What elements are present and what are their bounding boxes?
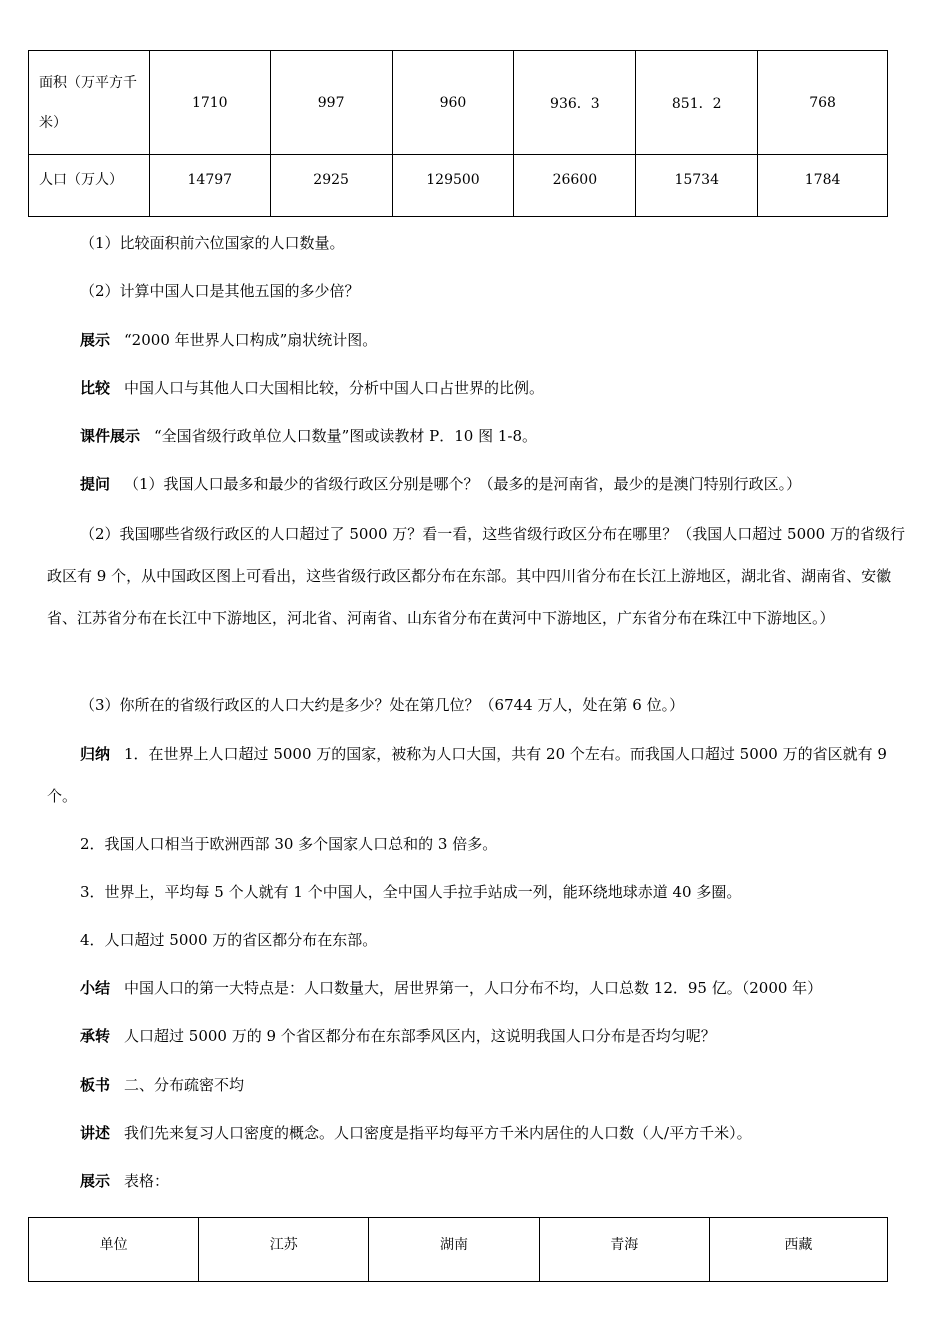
- table-header-cell: 湖南: [369, 1218, 539, 1282]
- summary-point-3: 3．世界上，平均每 5 个人就有 1 个中国人，全中国人手拉手站成一列，能环绕地球赤道 40 多圈。: [80, 883, 742, 901]
- conclusion-label: 小结: [80, 979, 111, 997]
- question-1: （1）比较面积前六位国家的人口数量。: [80, 234, 345, 252]
- board-text: 二、分布疏密不均: [124, 1076, 245, 1094]
- board-label: 板书: [80, 1076, 111, 1094]
- transition-paragraph: [80, 1026, 910, 1046]
- lecture-label: 讲述: [80, 1124, 111, 1142]
- ask-question-3: （3）你所在的省级行政区的人口大约是多少？处在第几位？（6744 万人，处在第 6 位。）: [80, 696, 685, 714]
- summary-point-2: 2．我国人口相当于欧洲西部 30 多个国家人口总和的 3 倍多。: [80, 835, 498, 853]
- transition-text: 人口超过 5000 万的 9 个省区都分布在东部季风区内，这说明我国人口分布是否均匀呢？: [124, 1027, 716, 1045]
- show-label: 展示: [80, 331, 111, 349]
- table-header-cell: 西藏: [709, 1218, 887, 1282]
- density-table: [28, 1217, 888, 1282]
- table-row: [29, 155, 888, 217]
- compare-text: 中国人口与其他人口大国相比较，分析中国人口占世界的比例。: [124, 379, 545, 397]
- table-cell: 14797: [149, 155, 270, 217]
- table-cell: 997: [270, 51, 392, 155]
- table-header-cell: 江苏: [199, 1218, 369, 1282]
- area-population-table: [28, 50, 888, 217]
- conclusion-text: 中国人口的第一大特点是：人口数量大，居世界第一，人口分布不均，人口总数 12．95 亿。（2000 年）: [124, 979, 823, 997]
- table-cell: 960: [392, 51, 514, 155]
- summary-point-1: 1．在世界上人口超过 5000 万的国家，被称为人口大国，共有 20 个左右。而我国人口超过 5000 万的省区就有 9 个。: [47, 745, 887, 805]
- board-paragraph: [80, 1075, 910, 1095]
- ask-question-1: （1）我国人口最多和最少的省级行政区分别是哪个？（最多的是河南省，最少的是澳门特别行政区。）: [124, 475, 802, 493]
- compare-paragraph: [80, 378, 910, 398]
- ask-label: 提问: [80, 475, 111, 493]
- table-row: [29, 1218, 888, 1282]
- summary-label: 归纳: [80, 745, 111, 763]
- ask-question-2: （2）我国哪些省级行政区的人口超过了 5000 万？看一看，这些省级行政区分布在哪里？（我国人口超过 5000 万的省级行政区有 9 个，从中国政区图上可看出，这些省级行政区都分布在东部。其中四川省分布在长江上游地区，湖北省、湖南省、安徽省、江苏省分布在长江中下游地区，河北省、河南省、山东省分布在黄河中下游地区，广东省分布在珠江中下游地区。）: [47, 525, 905, 627]
- question-2: （2）计算中国人口是其他五国的多少倍？: [80, 282, 360, 300]
- table-cell: 1710: [149, 51, 270, 155]
- table-cell: 15734: [636, 155, 758, 217]
- row-label: 人口（万人）: [29, 155, 150, 217]
- table-header-cell: 单位: [29, 1218, 199, 1282]
- lecture-paragraph: [80, 1123, 910, 1143]
- table-cell: 936．3: [514, 51, 636, 155]
- transition-label: 承转: [80, 1027, 111, 1045]
- summary-paragraph-1: [47, 733, 905, 817]
- table-cell: 768: [758, 51, 888, 155]
- table-cell: 1784: [758, 155, 888, 217]
- table-cell: 2925: [270, 155, 392, 217]
- table-cell: 129500: [392, 155, 514, 217]
- courseware-label: 课件展示: [80, 427, 141, 445]
- show-table-text: 表格：: [124, 1172, 170, 1190]
- show-paragraph: [80, 330, 910, 350]
- compare-label: 比较: [80, 379, 111, 397]
- conclusion-paragraph: [80, 978, 910, 998]
- show-table-label: 展示: [80, 1172, 111, 1190]
- lecture-text: 我们先来复习人口密度的概念。人口密度是指平均每平方千米内居住的人口数（人/平方千米）。: [124, 1124, 752, 1142]
- row-label: 面积（万平方千米）: [29, 51, 150, 155]
- courseware-paragraph: [80, 426, 910, 446]
- table-header-cell: 青海: [539, 1218, 709, 1282]
- table-cell: 851．2: [636, 51, 758, 155]
- table-row: [29, 51, 888, 155]
- ask-paragraph: [80, 474, 910, 494]
- table-cell: 26600: [514, 155, 636, 217]
- show-table-paragraph: [80, 1171, 910, 1191]
- courseware-text: “全国省级行政单位人口数量”图或读教材 P．10 图 1-8。: [154, 427, 537, 445]
- summary-point-4: 4．人口超过 5000 万的省区都分布在东部。: [80, 931, 378, 949]
- show-text: “2000 年世界人口构成”扇状统计图。: [124, 331, 378, 349]
